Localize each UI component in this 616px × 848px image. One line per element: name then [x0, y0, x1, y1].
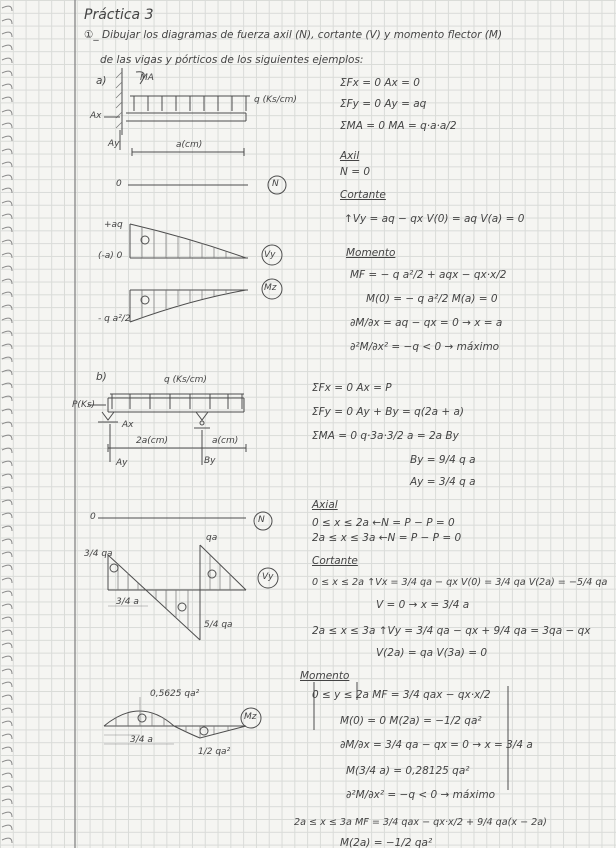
moment-eq-a-1: MF = − q a²/2 + aqx − qx·x/2	[350, 269, 507, 281]
moment-eq-a-4: ∂²M/∂x² = −q < 0 → máximo	[350, 341, 500, 353]
span-2-b: a(cm)	[212, 436, 239, 446]
axial-diagram-a	[128, 176, 286, 194]
shear-low-b: 5/4 qa	[204, 620, 233, 630]
equilibrium-b-2: ΣFy = 0 Ay + By = q(2a + a)	[312, 406, 465, 418]
shear-left-b: 3/4 qa	[84, 549, 113, 559]
axial-eq-b-2: 2a ≤ x ≤ 3a ←N = P − P = 0	[312, 532, 462, 544]
axial-eq-b-1: 0 ≤ x ≤ 2a ←N = P − P = 0	[312, 517, 455, 529]
reaction-ax-b: Ax	[122, 420, 134, 430]
moment-max-b: 0,5625 qa²	[150, 689, 200, 699]
moment-tag-b: Mz	[244, 712, 257, 722]
equilibrium-a-3: ΣMA = 0 MA = q·a·a/2	[340, 120, 457, 132]
shear-tag-a: Vy	[264, 250, 276, 260]
shear-x-b: 3/4 a	[116, 597, 139, 607]
axial-heading-b: Axial	[312, 499, 338, 511]
moment-x-b: 3/4 a	[130, 735, 153, 745]
moment-eq-b-1: 0 ≤ y ≤ 2a MF = 3/4 qax − qx·x/2	[312, 689, 491, 701]
moment-eq-b-3: ∂M/∂x = 3/4 qa − qx = 0 → x = 3/4 a	[340, 739, 533, 751]
load-label-a: q (Ks/cm)	[254, 95, 297, 105]
point-load-b: P(Ks)	[72, 400, 96, 410]
moment-tag-a: Mz	[264, 283, 277, 293]
axial-eq-a: N = 0	[340, 166, 371, 178]
equilibrium-b-4: By = 9/4 q a	[410, 454, 476, 466]
moment-ma-label: MA	[140, 73, 154, 83]
shear-zero-a: (-a) 0	[98, 251, 123, 261]
axial-tag-b: N	[258, 515, 265, 525]
axial-tag-a: N	[272, 179, 279, 189]
shear-eq-b-4: V(2a) = qa V(3a) = 0	[376, 647, 488, 659]
shear-eq-b-1: 0 ≤ x ≤ 2a ↑Vx = 3/4 qa − qx V(0) = 3/4 qa V(2a) = −5/4 qa	[312, 577, 608, 588]
moment-eq-a-3: ∂M/∂x = aq − qx = 0 → x = a	[350, 317, 503, 329]
length-label-a: a(cm)	[176, 140, 203, 150]
equilibrium-b-5: Ay = 3/4 q a	[410, 476, 476, 488]
shear-eq-b-3: 2a ≤ x ≤ 3a ↑Vy = 3/4 qa − qx + 9/4 qa = 3qa − qx	[312, 625, 591, 637]
moment-eq-b-4: M(3/4 a) = 0,28125 qa²	[346, 765, 470, 777]
reaction-ay-a: Ay	[108, 139, 120, 149]
moment-heading-a: Momento	[346, 247, 396, 259]
axial-zero-a: 0	[116, 179, 122, 189]
moment-min-b: 1/2 qa²	[198, 747, 231, 757]
axial-heading-a: Axil	[340, 150, 360, 162]
equilibrium-a-2: ΣFy = 0 Ay = aq	[340, 98, 427, 110]
moment-eq-b-2: M(0) = 0 M(2a) = −1/2 qa²	[340, 715, 482, 727]
equilibrium-b-1: ΣFx = 0 Ax = P	[312, 382, 392, 394]
load-label-b: q (Ks/cm)	[164, 375, 207, 385]
shear-diagram-a	[130, 224, 282, 265]
equilibrium-a-1: ΣFx = 0 Ax = 0	[340, 77, 420, 89]
shear-top-a: +aq	[104, 220, 123, 230]
moment-diagram-b	[104, 697, 261, 744]
moment-heading-b: Momento	[300, 670, 350, 682]
shear-right-b: qa	[206, 533, 218, 543]
span-1-b: 2a(cm)	[136, 436, 168, 446]
part-b-label: b)	[96, 371, 107, 383]
beam-b-diagram	[88, 394, 246, 465]
reaction-ay-b: Ay	[116, 458, 128, 468]
moment-eq-b-7: M(2a) = −1/2 qa²	[340, 837, 433, 848]
shear-eq-b-2: V = 0 → x = 3/4 a	[376, 599, 470, 611]
instruction-line-2: de las vigas y pórticos de los siguientes ejemplos:	[100, 54, 364, 66]
moment-eq-a-2: M(0) = − q a²/2 M(a) = 0	[366, 293, 498, 305]
shear-eq-a: ↑Vy = aq − qx V(0) = aq V(a) = 0	[344, 213, 525, 225]
axial-zero-b: 0	[90, 512, 96, 522]
shear-diagram-b	[108, 545, 278, 640]
shear-tag-b: Vy	[262, 572, 274, 582]
part-a-label: a)	[96, 75, 107, 87]
instruction-line-1: ①_ Dibujar los diagramas de fuerza axil (N), cortante (V) y momento flector (M)	[84, 29, 503, 41]
shear-heading-a: Cortante	[340, 189, 386, 201]
page-title: Práctica 3	[84, 7, 154, 23]
equilibrium-b-3: ΣMA = 0 q·3a·3/2 a = 2a By	[312, 430, 459, 442]
axial-diagram-b	[98, 512, 272, 530]
reaction-ax-a: Ax	[90, 111, 102, 121]
reaction-by-b: By	[204, 456, 216, 466]
moment-eq-b-6: 2a ≤ x ≤ 3a MF = 3/4 qax − qx·x/2 + 9/4 qa(x − 2a)	[294, 817, 547, 828]
moment-value-a: - q a²/2	[98, 314, 131, 324]
moment-diagram-a	[130, 279, 282, 322]
moment-eq-b-5: ∂²M/∂x² = −q < 0 → máximo	[346, 789, 496, 801]
shear-heading-b: Cortante	[312, 555, 358, 567]
